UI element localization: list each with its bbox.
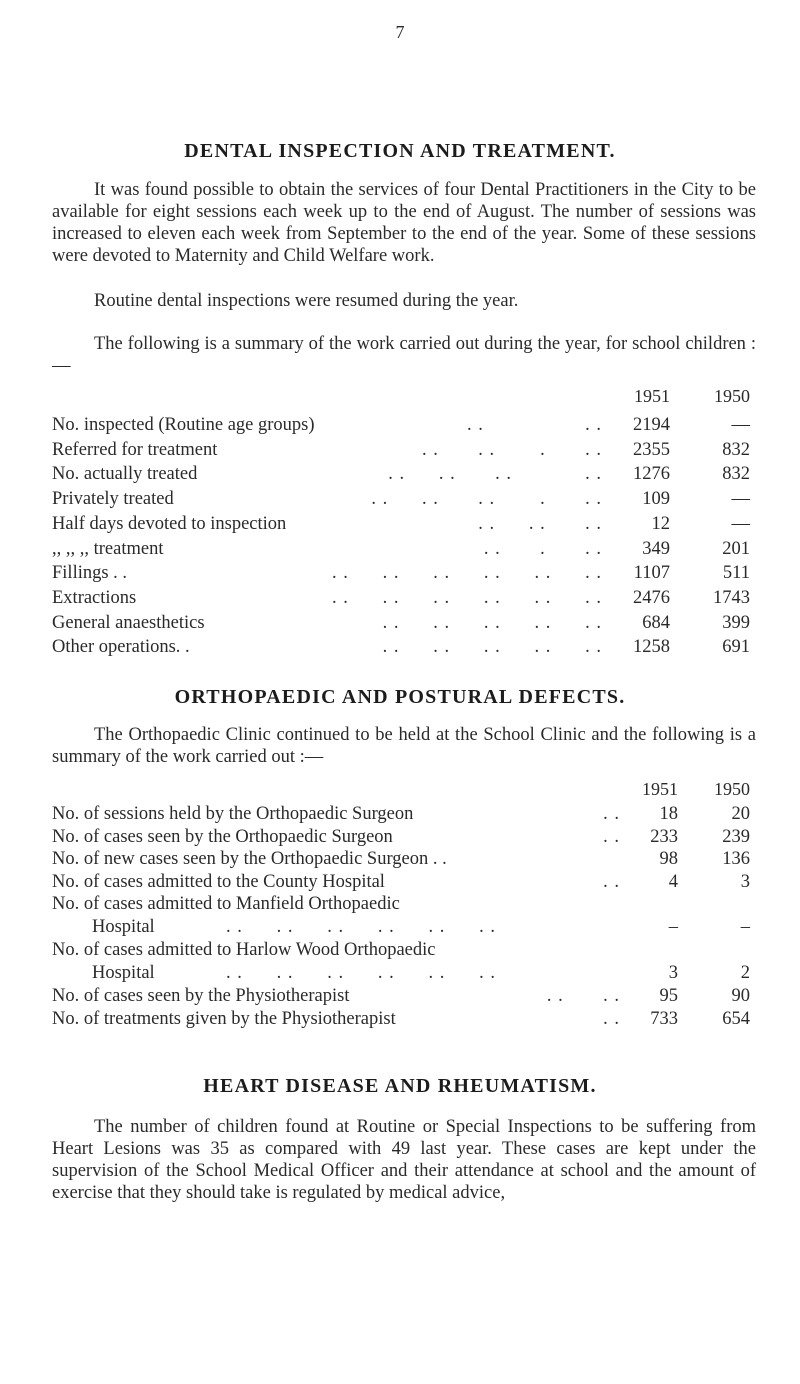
ortho-heading: ORTHOPAEDIC AND POSTURAL DEFECTS. <box>174 686 626 708</box>
dental-value-1951: 1276 <box>633 464 670 485</box>
dental-value-1950: — <box>731 513 750 534</box>
dental-value-1951: 12 <box>651 513 670 534</box>
ortho-value-1950: 3 <box>740 871 750 892</box>
dental-row-label: No. actually treated <box>52 464 198 485</box>
dental-value-1950: 832 <box>722 439 750 460</box>
ortho-row-manfield-line2: Hospital <box>92 917 155 937</box>
ortho-physio-row-label: No. of cases seen by the Physiotherapist <box>52 986 350 1006</box>
leader-dots: . . . . <box>467 415 602 435</box>
ortho-row-label: No. of cases admitted to the County Hospital <box>52 871 385 892</box>
leader-dots: . . . . . . . . <box>388 464 602 485</box>
ortho-row <box>0 803 800 825</box>
ortho-row-harlow-line1: No. of cases admitted to Harlow Wood Orthopaedic <box>52 940 436 960</box>
ortho-value-1951: 18 <box>659 804 678 824</box>
leader-dots: . . <box>603 804 620 824</box>
dental-value-1950: 1743 <box>713 587 750 608</box>
leader-dots: . . . . . . . . . . <box>382 637 602 658</box>
dental-value-1950: — <box>731 415 750 435</box>
dental-row-label: General anaesthetics <box>52 612 205 633</box>
ortho-physio-value-1951: 733 <box>650 1008 678 1029</box>
leader-dots: . . <box>603 871 620 892</box>
ortho-paragraph-intro: The Orthopaedic Clinic continued to be held at the School Clinic and the following is a summary of the work carried out :— <box>52 725 756 767</box>
dental-paragraph-summary: The following is a summary of the work carried out during the year, for school children :— <box>52 334 756 376</box>
dental-row <box>0 439 800 461</box>
dental-paragraph-services: It was found possible to obtain the services of four Dental Practitioners in the City to be available for eight sessions each week up to the end of August. The number of sessions was increased to eleven each week from September to the end of the year. Some of these sessions were devoted to Maternity and Child Welfare work. <box>52 180 756 266</box>
ortho-value-1951: 98 <box>659 849 678 869</box>
dental-value-1951: 2355 <box>633 439 670 460</box>
dental-value-1950: 691 <box>722 637 750 658</box>
leader-dots: . . . . . . . . . . . . <box>226 917 496 937</box>
ortho-row-harlow <box>0 962 800 984</box>
dental-row-label: Extractions <box>52 587 137 608</box>
ortho-row-harlow-line2: Hospital <box>92 963 155 983</box>
ortho-year-1950: 1950 <box>714 779 750 799</box>
dental-row-label: Privately treated <box>52 489 174 510</box>
dental-row-label: No. inspected (Routine age groups) <box>52 415 315 435</box>
dental-value-1951: 684 <box>642 612 670 633</box>
ortho-harlow-1950: 2 <box>740 963 750 983</box>
dental-paragraph-routine: Routine dental inspections were resumed during the year. <box>94 291 519 311</box>
ortho-manfield-1951: – <box>668 917 678 937</box>
dental-year-1950: 1950 <box>714 386 750 406</box>
leader-dots: . . . . . . . . . <box>371 489 602 510</box>
leader-dots: . . . . . . <box>478 513 602 534</box>
ortho-value-1950: 136 <box>722 849 750 869</box>
dental-row <box>0 538 800 560</box>
dental-row <box>0 587 800 609</box>
heart-heading: HEART DISEASE AND RHEUMATISM. <box>203 1075 597 1097</box>
dental-row-label: ,, ,, ,, treatment <box>52 538 164 559</box>
ortho-manfield-1950: – <box>740 917 750 937</box>
dental-row <box>0 636 800 658</box>
ortho-value-1950: 20 <box>731 804 750 824</box>
ortho-row-manfield-line1: No. of cases admitted to Manfield Orthopaedic <box>52 894 400 914</box>
dental-row <box>0 488 800 510</box>
dental-value-1951: 1107 <box>633 563 670 584</box>
ortho-row <box>0 871 800 893</box>
dental-value-1951: 109 <box>642 489 670 510</box>
ortho-row-label: No. of sessions held by the Orthopaedic Surgeon <box>52 804 414 824</box>
heart-paragraph: The number of children found at Routine or Special Inspections to be suffering from Heart Lesions was 35 as compared with 49 last year. These cases are kept under the supervision of the School Medical Officer and their attendance at school and the amount of exercise that they should take is regulated by medical advice, <box>52 1117 756 1203</box>
leader-dots: . . . . . <box>483 538 602 559</box>
dental-value-1951: 2194 <box>633 415 670 435</box>
ortho-row <box>0 848 800 870</box>
ortho-row <box>0 826 800 848</box>
leader-dots: . . . . . . . . . . . . <box>226 963 496 983</box>
ortho-physio-value-1951: 95 <box>659 986 678 1006</box>
ortho-row-label: No. of cases seen by the Orthopaedic Surgeon <box>52 826 393 847</box>
ortho-physio-value-1950: 90 <box>731 986 750 1006</box>
dental-value-1951: 1258 <box>633 637 670 658</box>
dental-row-label: Referred for treatment <box>52 439 218 460</box>
dental-value-1951: 349 <box>642 538 670 559</box>
dental-row <box>0 414 800 436</box>
leader-dots: . . <box>603 826 620 847</box>
leader-dots: . . . . . . . . . . . . <box>332 563 602 584</box>
dental-value-1950: 201 <box>722 538 750 559</box>
dental-row <box>0 463 800 485</box>
leader-dots: . . . . . . . . . . <box>382 612 602 633</box>
dental-row-label: Fillings . . <box>52 563 128 584</box>
leader-dots: . . <box>603 1008 620 1029</box>
ortho-physio-row-label: No. of treatments given by the Physiotherapist <box>52 1008 396 1029</box>
dental-value-1950: 399 <box>722 612 750 633</box>
leader-dots: . . . . <box>546 986 620 1006</box>
dental-value-1950: 511 <box>722 563 750 584</box>
dental-value-1950: 832 <box>722 464 750 485</box>
ortho-row-manfield <box>0 916 800 938</box>
ortho-year-1951: 1951 <box>642 779 678 799</box>
dental-row <box>0 562 800 584</box>
dental-value-1951: 2476 <box>633 587 670 608</box>
ortho-value-1950: 239 <box>722 826 750 847</box>
page-number: 7 <box>395 22 405 42</box>
ortho-value-1951: 233 <box>650 826 678 847</box>
dental-row <box>0 612 800 634</box>
ortho-value-1951: 4 <box>668 871 678 892</box>
ortho-row-label: No. of new cases seen by the Orthopaedic Surgeon . . <box>52 849 447 869</box>
ortho-physio-row <box>0 985 800 1007</box>
dental-year-1951: 1951 <box>634 386 670 406</box>
dental-row-label: Half days devoted to inspection <box>52 513 287 534</box>
leader-dots: . . . . . . . . . . . . <box>332 587 602 608</box>
dental-row-label: Other operations. . <box>52 637 190 658</box>
dental-heading: DENTAL INSPECTION AND TREATMENT. <box>184 140 616 162</box>
leader-dots: . . . . . . . <box>422 439 602 460</box>
ortho-physio-row <box>0 1008 800 1030</box>
dental-row <box>0 513 800 535</box>
ortho-harlow-1951: 3 <box>668 963 678 983</box>
ortho-physio-value-1950: 654 <box>722 1008 750 1029</box>
dental-value-1950: — <box>731 489 750 510</box>
